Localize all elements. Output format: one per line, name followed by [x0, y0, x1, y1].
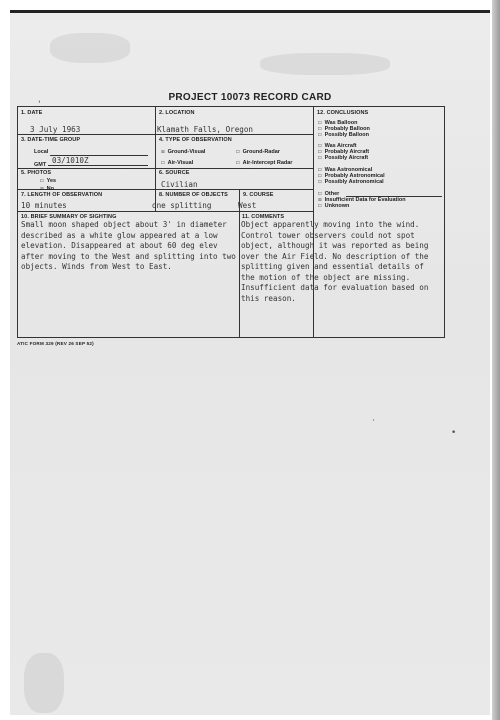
possibly-balloon-option[interactable]: ☐ Possibly Balloon: [318, 131, 369, 138]
source-label: 6. SOURCE: [159, 170, 190, 176]
observation-type-label: 4. TYPE OF OBSERVATION: [159, 137, 232, 143]
probably-astronomical-checkbox[interactable]: ☐: [318, 172, 322, 179]
other-checkbox[interactable]: ☐: [318, 190, 322, 197]
course-value: West: [238, 201, 257, 210]
unknown-option[interactable]: ☐ Unknown: [318, 202, 350, 209]
date-label: 1. DATE: [21, 110, 43, 116]
ground-radar-option[interactable]: ☐ Ground-Radar: [236, 148, 280, 155]
probably-astronomical-option[interactable]: ☐ Probably Astronomical: [318, 172, 385, 179]
record-card-title: PROJECT 10073 RECORD CARD: [168, 92, 332, 103]
form-number-footer: ATIC FORM 329 (REV 26 SEP 52): [17, 341, 94, 346]
probably-aircraft-checkbox[interactable]: ☐: [318, 148, 322, 155]
gmt-label: GMT: [34, 162, 47, 168]
possibly-aircraft-option[interactable]: ☐ Possibly Aircraft: [318, 154, 369, 161]
photos-yes-checkbox[interactable]: ☐: [40, 177, 44, 184]
datetime-label: 3. DATE-TIME GROUP: [21, 137, 81, 143]
summary-label: 10. BRIEF SUMMARY OF SIGHTING: [21, 214, 117, 220]
possibly-balloon-checkbox[interactable]: ☐: [318, 131, 322, 138]
air-visual-checkbox[interactable]: ☐: [161, 159, 165, 166]
scan-smudge: [260, 53, 390, 75]
local-label: Local: [34, 149, 49, 155]
divider-col1: [155, 107, 156, 211]
insufficient-data-checkbox[interactable]: ☒: [318, 196, 322, 203]
photos-label: 5. PHOTOS: [21, 170, 52, 176]
length-label: 7. LENGTH OF OBSERVATION: [21, 192, 103, 198]
length-value: 10 minutes: [21, 201, 67, 210]
ground-radar-checkbox[interactable]: ☐: [236, 148, 240, 155]
air-intercept-radar-option[interactable]: ☐ Air-Intercept Radar: [236, 159, 293, 166]
divider-row2: [18, 168, 313, 169]
pencil-mark: ‘: [38, 100, 41, 110]
was-aircraft-checkbox[interactable]: ☐: [318, 142, 322, 149]
divider-row1: [18, 134, 313, 135]
conclusions-label: 12. CONCLUSIONS: [317, 110, 369, 116]
probably-balloon-checkbox[interactable]: ☐: [318, 125, 322, 132]
location-value: Klamath Falls, Oregon: [157, 125, 254, 134]
objects-label: 8. NUMBER OF OBJECTS: [159, 192, 228, 198]
unknown-checkbox[interactable]: ☐: [318, 202, 322, 209]
date-value: 3 July 1963: [30, 125, 81, 134]
possibly-aircraft-checkbox[interactable]: ☐: [318, 154, 322, 161]
scan-smudge: [50, 33, 130, 63]
divider-col2: [239, 189, 240, 337]
photos-no-checkbox[interactable]: ☒: [40, 185, 44, 192]
comments-text: Object apparently moving into the wind. Control tower observers could not spot object, although it was reported as being over the Air Field. No description of the splitting given and essential details of the motion of the object are missing. Insufficient data for evaluation based on this reason.: [241, 220, 429, 303]
divider-row3: [18, 189, 313, 190]
photos-yes-option[interactable]: ☐ Yes: [40, 177, 57, 184]
was-balloon-option[interactable]: ☐ Was Balloon: [318, 119, 358, 126]
source-value: Civilian: [161, 180, 198, 189]
possibly-astronomical-checkbox[interactable]: ☐: [318, 178, 322, 185]
record-card: [17, 106, 445, 338]
insufficient-data-option[interactable]: ☒ Insufficient Data for Evaluation: [318, 196, 406, 203]
possibly-astronomical-option[interactable]: ☐ Possibly Astronomical: [318, 178, 384, 185]
comments-label: 11. COMMENTS: [242, 214, 285, 220]
photos-no-option[interactable]: ☒ No: [40, 185, 54, 192]
ground-visual-checkbox[interactable]: ☒: [161, 148, 165, 155]
air-intercept-radar-checkbox[interactable]: ☐: [236, 159, 240, 166]
probably-aircraft-option[interactable]: ☐ Probably Aircraft: [318, 148, 370, 155]
scan-speck: •: [451, 428, 457, 438]
summary-text: Small moon shaped object about 3' in diameter described as a white glow appeared at a low elevation. Disappeared at about 60 deg elev after moving to the West and splitting into two objects. Winds from West to East.: [21, 220, 236, 271]
probably-balloon-option[interactable]: ☐ Probably Balloon: [318, 125, 370, 132]
was-aircraft-option[interactable]: ☐ Was Aircraft: [318, 142, 357, 149]
scan-smudge: [24, 653, 64, 713]
location-label: 2. LOCATION: [159, 110, 195, 116]
was-astronomical-checkbox[interactable]: ☐: [318, 166, 322, 173]
course-label: 9. COURSE: [243, 192, 274, 198]
was-balloon-checkbox[interactable]: ☐: [318, 119, 322, 126]
other-option[interactable]: ☐ Other: [318, 190, 340, 197]
ground-visual-option[interactable]: ☒ Ground-Visual: [161, 148, 206, 155]
objects-value: one splitting: [152, 201, 212, 210]
scan-speck: ·: [372, 416, 375, 426]
gmt-value: 03/1010Z: [52, 156, 89, 165]
gmt-underline: [48, 165, 148, 166]
was-astronomical-option[interactable]: ☐ Was Astronomical: [318, 166, 373, 173]
divider-row4: [18, 211, 313, 212]
air-visual-option[interactable]: ☐ Air-Visual: [161, 159, 194, 166]
page-edge: [492, 0, 500, 720]
